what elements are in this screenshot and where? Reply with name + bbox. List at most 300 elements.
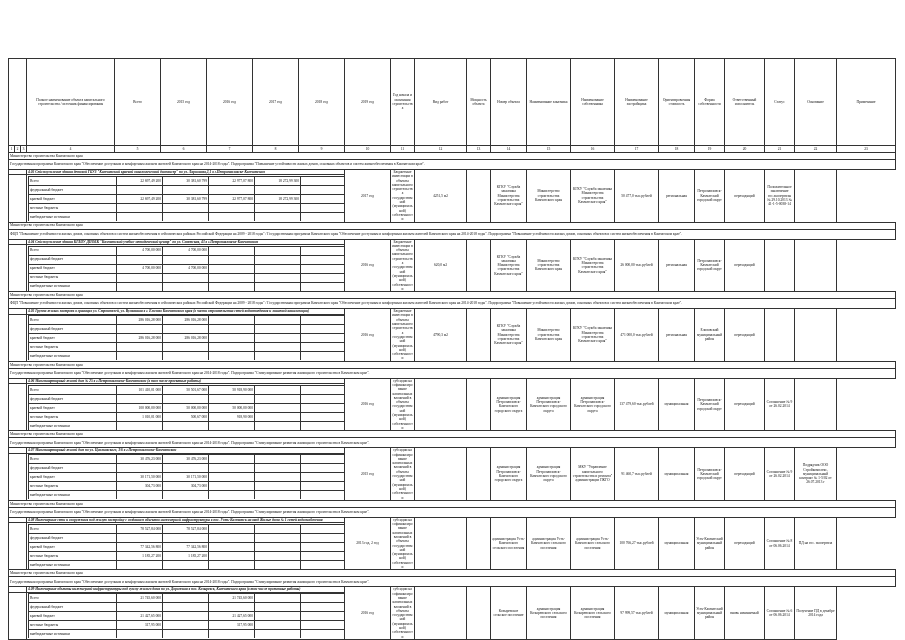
column-number: 12 xyxy=(415,146,467,153)
funding-source: местные бюджеты xyxy=(29,343,117,352)
developer: МКУ "Управление капитального строительства и ремонта" администрации ПКГО xyxy=(571,448,615,501)
funding-amount: 30 476,23 000 xyxy=(163,455,209,464)
ownership-form: муниципальная xyxy=(659,448,695,501)
funding-amount xyxy=(163,325,209,334)
funding-amount: 1 010,01 000 xyxy=(117,412,163,421)
funding-amount xyxy=(163,255,209,264)
capacity xyxy=(415,517,467,570)
funding-amount: 317,95 000 xyxy=(209,621,255,630)
status: переходящий xyxy=(725,378,765,431)
note: Подрядчик ООО Стройкомплекс, муниципальный контракт № 1-5/02 от 26.07.2013 г xyxy=(795,448,837,501)
program-name: ФЦП "Повышение устойчивости жилых домов, основных объектов и систем жизнеобеспечения в сейсмических районах Российской Федерации на 2009 - 2018 годы" / Государственная программа Камчатского края "Обеспечение доступным и комфортным жильем жителей Камчатского края на 2014-2018 годы". Подпрограмма "Повышение устойчивости жилых домов, основных объектов и систем жизнеобеспечения в Камчатском крае". xyxy=(9,229,896,239)
customer: КГКУ "Служба заказчика Министерства строительства Камчатского края" xyxy=(491,170,527,223)
funding-amount xyxy=(209,524,255,533)
responsible-executor: Петропавловск-Камчатский городской округ xyxy=(695,170,725,223)
header-cell: Наименование собственника xyxy=(571,59,615,146)
column-number: 7 xyxy=(207,146,253,153)
funding-amount: 4 700,00 000 xyxy=(117,246,163,255)
finance-breakdown xyxy=(27,314,345,361)
ministry-row xyxy=(9,222,896,229)
program-name: ФЦП "Повышение устойчивости жилых домов, основных объектов и систем жизнеобеспечения в сейсмических районах Российской Федерации на 2009 - 2018 годы" / Государственная программа Камчатского края "Обеспечение доступным и комфортным жильем жителей Камчатского края на 2014-2018 годы". Подпрограмма "Повышение устойчивости жилых домов, основных объектов и систем жизнеобеспечения в Камчатском крае". xyxy=(9,299,896,309)
header-cell: Всего xyxy=(115,59,161,146)
header-cell: Основание xyxy=(795,59,837,146)
funding-amount: 100 000,00 000 xyxy=(117,403,163,412)
funding-amount xyxy=(301,482,345,491)
finance-source-row xyxy=(29,185,345,194)
finance-source-row xyxy=(29,394,345,403)
funding-amount xyxy=(117,394,163,403)
funding-source: местные бюджеты xyxy=(29,621,117,630)
program-row xyxy=(9,160,896,170)
funding-amount xyxy=(255,412,301,421)
column-number: 15 xyxy=(527,146,571,153)
object-number: 4.06 xyxy=(28,378,36,383)
responsible-executor: Усть-Камчатский муниципальный район xyxy=(695,587,725,640)
basis: Соглашение № 9 от 26.02.2014 xyxy=(765,448,795,501)
funding-source: Всего xyxy=(29,176,117,185)
funding-source: внебюджетные источники xyxy=(29,421,117,430)
funding-amount xyxy=(301,385,345,394)
header-cell: 2019 год xyxy=(345,59,391,146)
funding-amount xyxy=(117,533,163,542)
funding-source: внебюджетные источники xyxy=(29,560,117,569)
column-number: 16 xyxy=(571,146,615,153)
blank-cell xyxy=(9,244,27,291)
finance-source-row xyxy=(29,542,345,551)
object-code xyxy=(467,517,491,570)
funding-amount xyxy=(255,325,301,334)
funding-amount xyxy=(301,542,345,551)
finance-source-row xyxy=(29,282,345,291)
funding-source: местные бюджеты xyxy=(29,412,117,421)
capacity: 4251,5 м2 xyxy=(415,170,467,223)
construction-years: 2013 год, 2 год xyxy=(345,517,391,570)
funding-amount xyxy=(163,343,209,352)
ministry-name: Министерство строительства Камчатского края xyxy=(9,361,896,368)
finance-breakdown xyxy=(27,175,345,222)
column-number: 19 xyxy=(695,146,725,153)
customer: администрация Усть-Камчатского сельского поселения xyxy=(491,517,527,570)
ministry-name: Министерство строительства Камчатского края xyxy=(9,292,896,299)
object-title-text: Многоквартирный жилой дом № 25 в г.Петропавловске-Камчатском (в том числе проектные работы) xyxy=(35,378,201,383)
finance-table xyxy=(28,246,345,291)
header-cell: Примечание xyxy=(837,59,896,146)
funding-amount xyxy=(301,246,345,255)
header-cell: 2015 год xyxy=(161,59,207,146)
customer: КГКУ "Служба заказчика Министерства строительства Камчатского края" xyxy=(491,309,527,362)
funding-amount xyxy=(117,325,163,334)
finance-source-row xyxy=(29,403,345,412)
finance-source-row xyxy=(29,533,345,542)
funding-amount xyxy=(301,212,345,221)
funding-amount xyxy=(163,282,209,291)
object-title xyxy=(27,587,345,592)
blank-cell xyxy=(9,453,27,500)
owner: Министерство строительства Камчатского края xyxy=(527,239,571,292)
funding-amount xyxy=(255,403,301,412)
funding-amount xyxy=(255,560,301,569)
finance-source-row xyxy=(29,343,345,352)
column-number: 8 xyxy=(253,146,299,153)
ministry-row xyxy=(9,570,896,577)
funding-source: внебюджетные источники xyxy=(29,352,117,361)
object-title-row xyxy=(9,378,896,383)
estimated-cost: 471 000,0 тыс.рублей xyxy=(615,309,659,362)
funding-amount xyxy=(301,352,345,361)
ownership-form: региональная xyxy=(659,239,695,292)
funding-amount xyxy=(163,212,209,221)
funding-source: федеральный бюджет xyxy=(29,464,117,473)
finance-breakdown xyxy=(27,523,345,570)
capacity xyxy=(415,587,467,640)
funding-amount xyxy=(209,185,255,194)
finance-source-row xyxy=(29,325,345,334)
funding-amount xyxy=(255,385,301,394)
funding-amount xyxy=(301,612,345,621)
funding-amount: 22 697,49 200 xyxy=(117,194,163,203)
funding-amount xyxy=(301,551,345,560)
funding-amount xyxy=(117,255,163,264)
finance-source-row xyxy=(29,524,345,533)
funding-amount: 4 700,00 000 xyxy=(163,264,209,273)
program-row xyxy=(9,507,896,517)
funding-amount: 304,73 000 xyxy=(163,482,209,491)
column-number: 21 xyxy=(765,146,795,153)
funding-amount xyxy=(301,464,345,473)
funding-amount xyxy=(209,203,255,212)
basis: Соглашение № 9 от 26.02.2014 xyxy=(765,378,795,431)
funding-amount: 30 476,23 000 xyxy=(117,455,163,464)
funding-amount xyxy=(163,612,209,621)
object-code xyxy=(467,378,491,431)
ownership-form: региональная xyxy=(659,170,695,223)
status: переходящий xyxy=(725,517,765,570)
column-number-row xyxy=(9,146,896,153)
funding-amount: 22 977,07 800 xyxy=(209,176,255,185)
finance-breakdown xyxy=(27,592,345,639)
funding-amount xyxy=(255,343,301,352)
funding-amount xyxy=(301,594,345,603)
funding-amount xyxy=(117,421,163,430)
finance-source-row xyxy=(29,560,345,569)
funding-amount xyxy=(301,316,345,325)
object-number: 4.08 xyxy=(28,517,36,522)
developer: администрация Козыревского сельского поселения xyxy=(571,587,615,640)
funding-amount xyxy=(255,491,301,500)
object-number: 4.07 xyxy=(28,448,36,453)
object-code xyxy=(467,448,491,501)
finance-source-row xyxy=(29,273,345,282)
funding-amount xyxy=(301,282,345,291)
funding-amount xyxy=(301,343,345,352)
object-title-row xyxy=(9,517,896,522)
funding-amount xyxy=(255,630,301,639)
blank-cell xyxy=(9,175,27,222)
construction-years: 2017 год xyxy=(345,170,391,223)
column-number: 4 xyxy=(27,146,115,153)
estimated-cost: 100 766,27 тыс.рублей xyxy=(615,517,659,570)
funding-amount xyxy=(163,491,209,500)
blank-cell xyxy=(9,384,27,431)
funding-source: краевой бюджет xyxy=(29,612,117,621)
funding-amount xyxy=(209,551,255,560)
funding-amount: 77 342,56 800 xyxy=(163,542,209,551)
basis: Положительное заключение гос.экспертизы № 29.10.2013 № 41-1-5-0038-14 xyxy=(765,170,795,223)
header-row xyxy=(9,59,896,146)
funding-amount xyxy=(209,264,255,273)
object-code xyxy=(467,309,491,362)
funding-amount xyxy=(117,352,163,361)
header-cell: Наименование заказчика xyxy=(527,59,571,146)
customer: Козыревское сельское поселение xyxy=(491,587,527,640)
object-title-text: Многоквартирный жилой дом по ул. Циолковского, 3/6 в г.Петропавловске-Камчатском xyxy=(35,448,177,453)
funding-amount: 4 700,00 000 xyxy=(117,264,163,273)
funding-amount xyxy=(255,273,301,282)
funding-amount: 4 700,00 000 xyxy=(163,246,209,255)
funding-amount xyxy=(301,264,345,273)
ministry-row xyxy=(9,292,896,299)
funding-amount xyxy=(255,464,301,473)
developer: администрация Усть-Камчатского сельского поселения xyxy=(571,517,615,570)
funding-amount xyxy=(255,603,301,612)
object-title-row xyxy=(9,170,896,175)
funding-amount xyxy=(163,560,209,569)
funding-amount xyxy=(255,255,301,264)
finance-source-row xyxy=(29,551,345,560)
object-title-text: Группа жилых застроек в границах ул. Строителей, ул. Вулканная в г. Елизово Камчатского края (в части строительства сетей водоотведения и ливневой канализации) xyxy=(35,309,310,314)
basis: Соглашение № 6 от 06.06.2014 xyxy=(765,587,795,640)
funding-amount xyxy=(255,394,301,403)
object-title-row xyxy=(9,587,896,592)
funding-source: федеральный бюджет xyxy=(29,533,117,542)
estimated-cost: 50 477,0 тыс.рублей xyxy=(615,170,659,223)
funding-amount xyxy=(255,473,301,482)
program-row xyxy=(9,299,896,309)
funding-source: краевой бюджет xyxy=(29,473,117,482)
capacity xyxy=(415,378,467,431)
funding-amount: 1 185,27 200 xyxy=(117,551,163,560)
funding-amount xyxy=(163,352,209,361)
funding-amount: 50 000,00 000 xyxy=(163,403,209,412)
funding-source: местные бюджеты xyxy=(29,482,117,491)
funding-amount xyxy=(255,212,301,221)
header-cell: Полное наименование объекта капитального строительства / источник финансирования xyxy=(27,59,115,146)
responsible-executor: Петропавловск-Камчатский городской округ xyxy=(695,448,725,501)
finance-source-row xyxy=(29,455,345,464)
funding-amount xyxy=(163,630,209,639)
funding-source: Всего xyxy=(29,316,117,325)
object-title-text: Сейсмоусиление здания детской ГБУЗ "Камчатский краевой онкологический диспансер" по ул. Ларионова,2,1 в г.Петропавловске-Камчатском xyxy=(35,170,265,175)
funding-source: федеральный бюджет xyxy=(29,394,117,403)
program-row xyxy=(9,438,896,448)
estimated-cost: 137 479,60 тыс.рублей xyxy=(615,378,659,431)
funding-amount: 30 171,50 000 xyxy=(117,473,163,482)
funding-amount: 77 342,56 800 xyxy=(117,542,163,551)
funding-amount xyxy=(255,352,301,361)
estimated-cost: 97 999,57 тыс.рублей xyxy=(615,587,659,640)
object-code xyxy=(467,239,491,292)
funding-amount xyxy=(117,603,163,612)
finance-table xyxy=(28,593,345,638)
object-title xyxy=(27,517,345,522)
funding-amount xyxy=(117,273,163,282)
note xyxy=(795,378,837,431)
funding-amount: 50 918,90 000 xyxy=(209,385,255,394)
funding-amount xyxy=(209,352,255,361)
column-number: 23 xyxy=(837,146,896,153)
ministry-name: Министерство строительства Камчатского края xyxy=(9,431,896,438)
object-code xyxy=(467,587,491,640)
blank-cell xyxy=(9,314,27,361)
funding-amount: 304,73 000 xyxy=(117,482,163,491)
finance-source-row xyxy=(29,464,345,473)
funding-amount xyxy=(255,542,301,551)
work-type: Бюджетные инвестиции в объекты капитального строительства государственной (муниципальной) собственности xyxy=(392,239,413,291)
capacity: 620,0 м2 xyxy=(415,239,467,292)
funding-source: Всего xyxy=(29,246,117,255)
ministry-row xyxy=(9,500,896,507)
funding-amount xyxy=(301,255,345,264)
ministry-name: Министерство строительства Камчатского края xyxy=(9,153,896,160)
funding-source: краевой бюджет xyxy=(29,334,117,343)
funding-amount xyxy=(255,334,301,343)
funding-amount xyxy=(209,282,255,291)
blank-cell xyxy=(9,592,27,639)
funding-amount: 21 745,60 000 xyxy=(209,594,255,603)
funding-amount xyxy=(163,464,209,473)
finance-source-row xyxy=(29,630,345,639)
header-cell: Год начала и окончания строительства xyxy=(391,59,415,146)
funding-amount xyxy=(301,273,345,282)
funding-amount xyxy=(255,246,301,255)
header-cell: Наименование застройщика xyxy=(615,59,659,146)
status: переходящий xyxy=(725,448,765,501)
funding-amount xyxy=(255,203,301,212)
funding-amount: 22 697,49 200 xyxy=(117,176,163,185)
funding-amount xyxy=(163,621,209,630)
funding-source: местные бюджеты xyxy=(29,203,117,212)
object-title-text: Инженерные сети и сооружения под жилую застройку с созданием объектов инженерной инфраструктуры в пос. Усть-Камчатск на ввод Жилые дома № 1 сетей водоснабжения xyxy=(35,517,323,522)
finance-source-row xyxy=(29,264,345,273)
basis xyxy=(765,309,795,362)
funding-amount xyxy=(209,421,255,430)
program-name: Государственная программа Камчатского края "Обеспечение доступным и комфортным жильем жителей Камчатского края на 2014-2018 годы". Подпрограмма "Стимулирование развития жилищного строительства в Камчатском крае". xyxy=(9,577,896,587)
funding-amount: 1 185,27 200 xyxy=(163,551,209,560)
funding-amount xyxy=(255,185,301,194)
funding-amount xyxy=(209,273,255,282)
funding-source: федеральный бюджет xyxy=(29,603,117,612)
ownership-form: региональная xyxy=(659,309,695,362)
finance-breakdown xyxy=(27,384,345,431)
funding-amount: 21 745,60 000 xyxy=(117,594,163,603)
funding-amount xyxy=(209,455,255,464)
finance-source-row xyxy=(29,246,345,255)
construction-years: 2016 год xyxy=(345,309,391,362)
funding-amount xyxy=(209,343,255,352)
funding-amount xyxy=(117,630,163,639)
finance-source-row xyxy=(29,203,345,212)
ownership-form: муниципальная xyxy=(659,378,695,431)
finance-breakdown xyxy=(27,244,345,291)
responsible-executor: Петропавловск-Камчатский городской округ xyxy=(695,239,725,292)
column-number: 1 xyxy=(9,146,15,153)
column-number: 6 xyxy=(161,146,207,153)
header-cell: Номер объекта xyxy=(491,59,527,146)
note xyxy=(795,309,837,362)
estimated-cost: 91 460,7 тыс.рублей xyxy=(615,448,659,501)
funding-amount xyxy=(209,246,255,255)
column-number: 13 xyxy=(467,146,491,153)
funding-amount xyxy=(163,273,209,282)
funding-amount xyxy=(209,533,255,542)
finance-breakdown xyxy=(27,453,345,500)
funding-amount: 50 000,00 000 xyxy=(209,403,255,412)
funding-amount: 317,95 000 xyxy=(117,621,163,630)
object-title-text: Сейсмоусиление здания КГБОУ ДПОБК "Камчатский учебно-методический центр" по ул. Советская, 43 в г.Петропавловске-Камчатском xyxy=(35,239,259,244)
column-number: 17 xyxy=(615,146,659,153)
funding-source: краевой бюджет xyxy=(29,194,117,203)
funding-amount xyxy=(301,524,345,533)
funding-amount xyxy=(255,621,301,630)
responsible-executor: Петропавловск-Камчатский городской округ xyxy=(695,378,725,431)
estimated-cost: 26 000,00 тыс.рублей xyxy=(615,239,659,292)
funding-amount xyxy=(301,176,345,185)
funding-amount xyxy=(209,316,255,325)
funding-amount xyxy=(163,203,209,212)
funding-source: Всего xyxy=(29,594,117,603)
finance-source-row xyxy=(29,412,345,421)
funding-amount xyxy=(301,194,345,203)
funding-amount xyxy=(117,343,163,352)
finance-source-row xyxy=(29,603,345,612)
funding-source: внебюджетные источники xyxy=(29,491,117,500)
finance-source-row xyxy=(29,491,345,500)
finance-table xyxy=(28,454,345,499)
ownership-form: муниципальная xyxy=(659,517,695,570)
work-type: Бюджетные инвестиции в объекты капитального строительства государственной (муниципальной) собственности xyxy=(392,170,413,222)
funding-source: Всего xyxy=(29,524,117,533)
program-row xyxy=(9,368,896,378)
object-code xyxy=(467,170,491,223)
funding-amount xyxy=(209,394,255,403)
funding-amount xyxy=(301,421,345,430)
owner: Министерство строительства Камчатского края xyxy=(527,309,571,362)
finance-table xyxy=(28,385,345,430)
funding-amount xyxy=(117,560,163,569)
column-number: 18 xyxy=(659,146,695,153)
developer: КГКУ "Служба заказчика Министерства строительства Камчатского края" xyxy=(571,309,615,362)
finance-source-row xyxy=(29,212,345,221)
header-cell: Вид работ xyxy=(415,59,467,146)
program-name: Государственная программа Камчатского края "Обеспечение доступным и комфортным жильем жителей Камчатского края на 2014-2018 годы". Подпрограмма "Стимулирование развития жилищного строительства в Камчатском крае". xyxy=(9,438,896,448)
funding-amount xyxy=(301,403,345,412)
header-cell: Мощность объекта xyxy=(467,59,491,146)
finance-source-row xyxy=(29,473,345,482)
header-cell: 2017 год xyxy=(253,59,299,146)
ministry-name: Министерство строительства Камчатского края xyxy=(9,500,896,507)
funding-amount xyxy=(301,560,345,569)
object-title-text: Инженерные объекты инженерной инфраструктуры под сумму жилого дома по ул. Дорожная в пос. Козыревск, Камчатского края (в том числе проектные работы) xyxy=(35,587,301,592)
funding-source: федеральный бюджет xyxy=(29,255,117,264)
funding-source: внебюджетные источники xyxy=(29,282,117,291)
funding-amount xyxy=(301,630,345,639)
owner: администрация Козыревского сельского поселения xyxy=(527,587,571,640)
program-row xyxy=(9,229,896,239)
funding-source: федеральный бюджет xyxy=(29,325,117,334)
funding-amount xyxy=(255,455,301,464)
funding-amount xyxy=(209,491,255,500)
construction-years: 2016 год xyxy=(345,587,391,640)
